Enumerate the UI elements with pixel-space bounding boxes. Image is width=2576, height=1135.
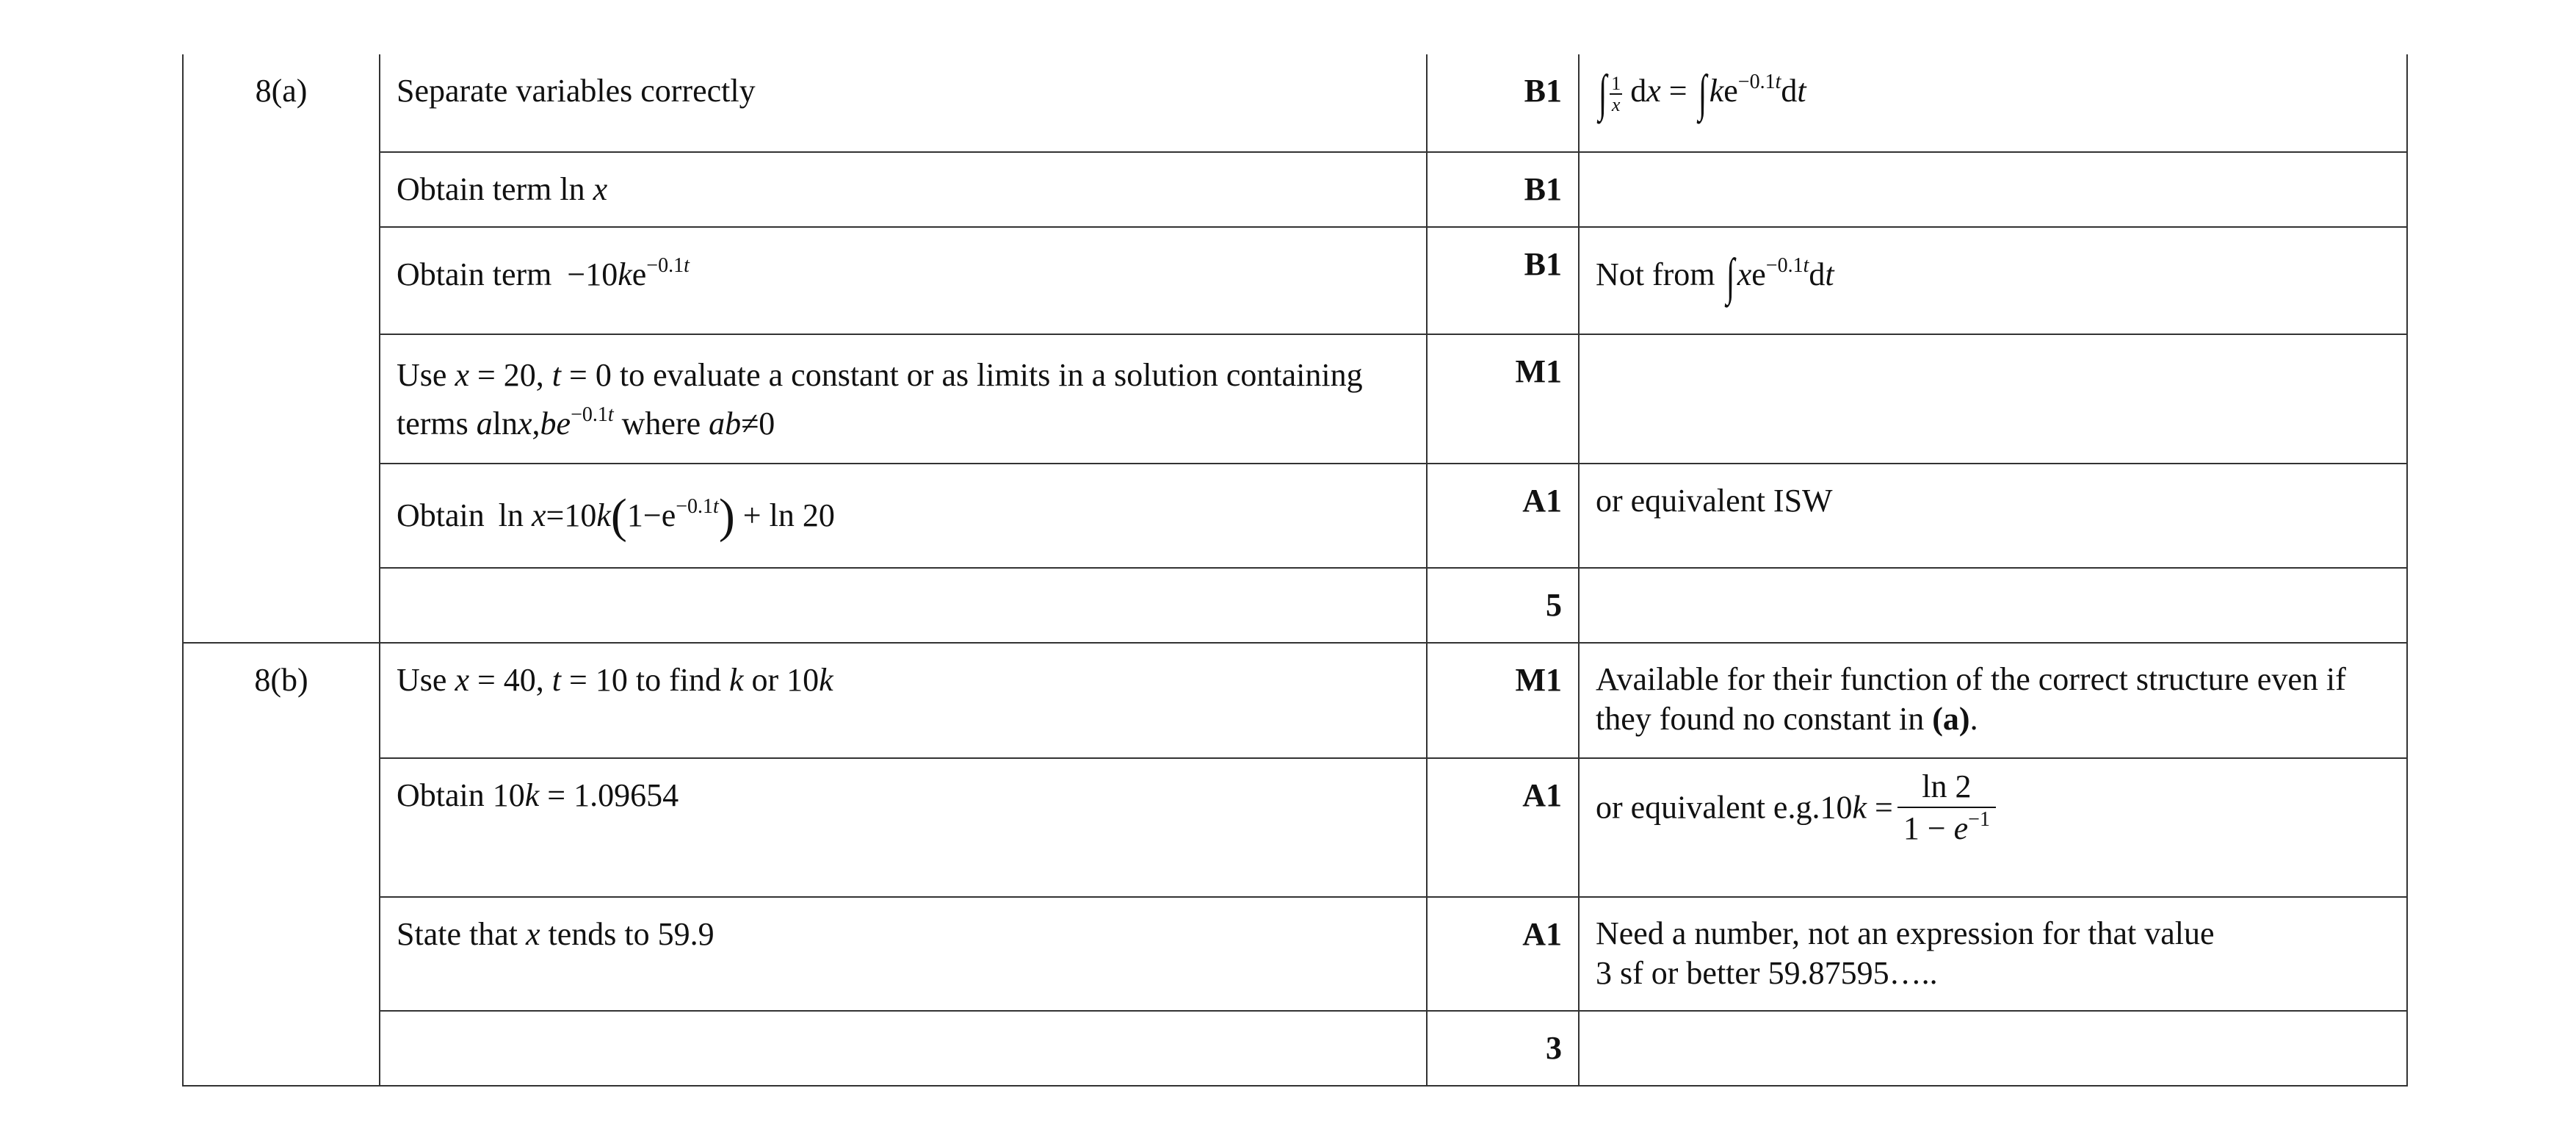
- table-row: [183, 334, 2407, 464]
- part-reference: (a): [1932, 700, 1970, 737]
- guidance-line: Need a number, not an expression for that value: [1596, 915, 2215, 951]
- table-row: [183, 54, 2407, 152]
- mark-cell: B1: [1427, 152, 1579, 227]
- math-var: t: [551, 357, 562, 393]
- guidance-cell: or equivalent ISW: [1579, 464, 2407, 568]
- exponent-value: −0.1: [646, 254, 684, 277]
- exponent-value: −0.1: [571, 403, 608, 426]
- math-k: k: [1709, 73, 1724, 109]
- math-plus: +: [742, 497, 761, 533]
- mark-cell: B1: [1427, 227, 1579, 334]
- table-row: [183, 152, 2407, 227]
- answer-text: Obtain term: [397, 256, 552, 292]
- guidance-cell: [1579, 54, 2407, 152]
- integral-sign: ∫: [1598, 65, 1607, 122]
- table-row: [183, 568, 2407, 643]
- math-e: e: [661, 497, 676, 533]
- text: = 40,: [468, 662, 552, 698]
- math-equals: =: [546, 497, 565, 533]
- exponent: [1766, 254, 1809, 277]
- math-var: x: [1646, 73, 1661, 109]
- text: Use: [397, 357, 455, 393]
- fraction-numerator: ln 2: [1897, 766, 1996, 808]
- math-minus: −: [643, 497, 662, 533]
- guidance-line: [1596, 699, 2390, 739]
- math-var: x: [455, 357, 469, 393]
- total-mark-cell: 5: [1427, 568, 1579, 643]
- exponent-var: t: [1775, 71, 1781, 93]
- text: they found no constant in: [1596, 700, 1933, 737]
- text: Use: [397, 662, 455, 698]
- exponent-var: t: [713, 495, 719, 518]
- text: Obtain 10: [397, 777, 525, 813]
- guidance-cell: [1579, 227, 2407, 334]
- fraction: [1610, 73, 1622, 115]
- math-comma: ,: [532, 406, 540, 442]
- mark-cell: A1: [1427, 897, 1579, 1011]
- exponent: [646, 254, 690, 277]
- integral-sign: ∫: [1698, 65, 1707, 122]
- total-mark-cell: 3: [1427, 1011, 1579, 1086]
- mark-cell: A1: [1427, 464, 1579, 568]
- math-e: e: [632, 256, 647, 292]
- math-ln: ln: [498, 497, 524, 533]
- guidance-cell: [1579, 152, 2407, 227]
- mark-cell: A1: [1427, 758, 1579, 897]
- exponent-var: t: [1803, 254, 1809, 277]
- table-row: [183, 1011, 2407, 1086]
- math-var: t: [551, 662, 562, 698]
- math-e: e: [556, 406, 571, 442]
- question-number: 8(b): [183, 643, 380, 1086]
- text: .: [1969, 700, 1978, 737]
- math-k: k: [618, 256, 632, 292]
- guidance-text: or equivalent e.g.: [1596, 789, 1820, 826]
- integral-sign: ∫: [1726, 249, 1734, 306]
- guidance-cell: [1579, 643, 2407, 758]
- text: tends to 59.9: [540, 916, 714, 952]
- text: = 20,: [468, 357, 552, 393]
- math-var: x: [525, 916, 540, 952]
- fraction: [1897, 766, 1996, 848]
- answer-cell: [380, 643, 1427, 758]
- text: = 0 to evaluate a constant or as limits in a solution containing: [561, 357, 1363, 393]
- math-e: e: [1751, 256, 1766, 292]
- math-var: b: [540, 406, 557, 442]
- math-num: 10: [1820, 789, 1853, 826]
- mark-cell: M1: [1427, 643, 1579, 758]
- exponent-value: −0.1: [1765, 254, 1803, 277]
- answer-cell: [380, 897, 1427, 1011]
- answer-cell: [380, 1011, 1427, 1086]
- exponent-var: t: [607, 403, 614, 426]
- answer-text: Obtain term ln: [397, 171, 585, 207]
- answer-text: Obtain: [397, 497, 485, 533]
- math-coef: −10: [567, 256, 618, 292]
- math-equals: =: [1668, 73, 1687, 109]
- math-e: e: [1953, 810, 1969, 846]
- math-var: k: [728, 662, 744, 698]
- text: where: [613, 406, 709, 442]
- math-e: e: [1723, 73, 1738, 109]
- math-var: x: [455, 662, 469, 698]
- exponent-var: t: [684, 254, 690, 277]
- fraction-denominator: x: [1611, 93, 1621, 115]
- answer-cell: [380, 758, 1427, 897]
- math-equals: =: [1874, 789, 1893, 826]
- math-var: k: [819, 662, 833, 698]
- exponent: −1: [1968, 808, 1990, 831]
- guidance-text: Not from: [1596, 256, 1715, 292]
- answer-cell: Separate variables correctly: [380, 54, 1427, 152]
- math-neq: ≠: [741, 406, 759, 442]
- answer-cell: [380, 227, 1427, 334]
- text: terms: [397, 406, 477, 442]
- text: or 10: [743, 662, 820, 698]
- math-zero: 0: [759, 406, 775, 442]
- exponent-value: −0.1: [676, 495, 714, 518]
- text: 1 −: [1903, 810, 1954, 846]
- mark-cell: B1: [1427, 54, 1579, 152]
- answer-cell: [380, 152, 1427, 227]
- exponent: [1738, 71, 1781, 93]
- guidance-cell: [1579, 897, 2407, 1011]
- fraction-denominator: [1897, 808, 1996, 848]
- exponent: [676, 495, 719, 518]
- math-var: ab: [709, 406, 742, 442]
- math-k: k: [596, 497, 611, 533]
- paren-right: ): [718, 489, 735, 543]
- question-number: 8(a): [183, 54, 380, 643]
- answer-cell: [380, 464, 1427, 568]
- text: = 10 to find: [561, 662, 729, 698]
- mark-scheme-table: [182, 54, 2408, 1087]
- mark-cell: M1: [1427, 334, 1579, 464]
- math-d: d: [1630, 73, 1647, 109]
- math-ln20: ln 20: [769, 497, 835, 533]
- math-var: x: [518, 406, 532, 442]
- math-ln: ln: [492, 406, 518, 442]
- math-var: x: [1737, 256, 1752, 292]
- guidance-cell: [1579, 334, 2407, 464]
- table-row: [183, 897, 2407, 1011]
- math-var: x: [532, 497, 546, 533]
- guidance-line: Available for their function of the correct structure even if: [1596, 661, 2346, 697]
- table-row: [183, 464, 2407, 568]
- paren-left: (: [610, 489, 627, 543]
- math-d: d: [1809, 256, 1826, 292]
- answer-cell: [380, 334, 1427, 464]
- table-row: [183, 758, 2407, 897]
- math-num: 10: [564, 497, 597, 533]
- text: = 1.09654: [539, 777, 679, 813]
- math-var: k: [1852, 789, 1867, 826]
- table-row: [183, 227, 2407, 334]
- table-row: [183, 643, 2407, 758]
- fraction-numerator: 1: [1611, 72, 1621, 94]
- exponent: [571, 403, 614, 426]
- math-var: t: [1797, 73, 1806, 109]
- math-d: d: [1781, 73, 1798, 109]
- answer-line: [397, 351, 1410, 400]
- exponent-value: −0.1: [1737, 71, 1776, 93]
- math-var: a: [476, 406, 493, 442]
- text: State that: [397, 916, 526, 952]
- math-var: x: [593, 171, 608, 207]
- guidance-cell: [1579, 1011, 2407, 1086]
- answer-cell: [380, 568, 1427, 643]
- answer-line: [397, 400, 1410, 448]
- guidance-line: 3 sf or better 59.87595…..: [1596, 954, 1938, 991]
- math-var: t: [1825, 256, 1834, 292]
- guidance-cell: [1579, 568, 2407, 643]
- math-var: k: [524, 777, 540, 813]
- guidance-cell: [1579, 758, 2407, 897]
- math-num: 1: [626, 497, 643, 533]
